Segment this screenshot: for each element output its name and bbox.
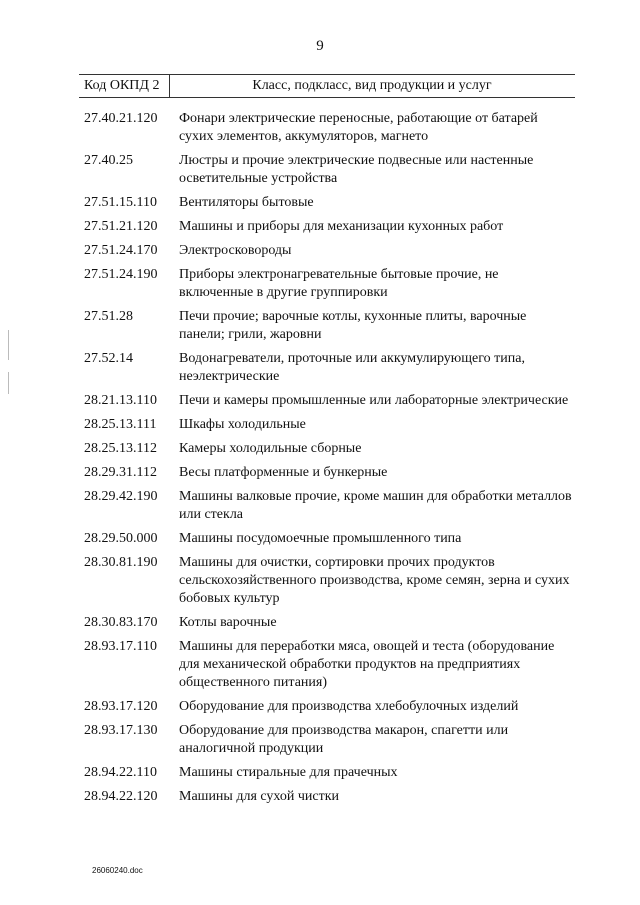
table-row <box>84 110 574 146</box>
row-description: Оборудование для производства хлебобулочных изделий <box>179 699 519 714</box>
row-code: 28.94.22.120 <box>84 789 158 804</box>
document-filename: 26060240.doc <box>92 866 143 875</box>
row-description: Люстры и прочие электрические подвесные или настенные осветительные устройства <box>179 153 534 186</box>
row-code: 27.51.28 <box>84 309 133 324</box>
row-description: Шкафы холодильные <box>179 417 306 432</box>
header-description-label: Класс, подкласс, вид продукции и услуг <box>252 78 492 93</box>
row-description: Электросковороды <box>179 243 292 258</box>
row-code: 27.51.15.110 <box>84 195 157 210</box>
table-row <box>84 152 574 188</box>
row-code: 27.40.21.120 <box>84 111 158 126</box>
table-row <box>84 488 574 524</box>
row-code: 28.29.50.000 <box>84 531 158 546</box>
row-description: Машины для сухой чистки <box>179 789 340 804</box>
scan-margin-mark <box>8 372 9 394</box>
header-code-label: Код ОКПД 2 <box>84 78 160 93</box>
table-row <box>84 242 574 260</box>
row-description: Вентиляторы бытовые <box>179 195 314 210</box>
table-row <box>84 308 574 344</box>
row-description: Камеры холодильные сборные <box>179 441 362 456</box>
table-row <box>84 722 574 758</box>
table-row <box>84 266 574 302</box>
row-description: Оборудование для производства макарон, спагетти или аналогичной продукции <box>179 723 509 756</box>
table-row <box>84 194 574 212</box>
row-code: 27.51.24.170 <box>84 243 158 258</box>
row-description: Приборы электронагревательные бытовые прочие, не включенные в другие группировки <box>179 267 499 300</box>
row-code: 28.29.31.112 <box>84 465 157 480</box>
table-header <box>79 74 575 98</box>
row-code: 28.30.83.170 <box>84 615 158 630</box>
row-code: 28.30.81.190 <box>84 555 158 570</box>
row-code: 28.29.42.190 <box>84 489 158 504</box>
row-code: 28.93.17.120 <box>84 699 158 714</box>
row-description: Печи и камеры промышленные или лабораторные электрические <box>179 393 569 408</box>
table-row <box>84 638 574 692</box>
row-code: 27.40.25 <box>84 153 133 168</box>
row-code: 28.93.17.130 <box>84 723 158 738</box>
row-description: Машины для переработки мяса, овощей и теста (оборудование для механической обработки продуктов на предприятиях общественного питания) <box>179 639 555 690</box>
table-row <box>84 392 574 410</box>
row-description: Машины для очистки, сортировки прочих продуктов сельскохозяйственного производства, кроме семян, зерна и сухих бобовых культур <box>179 555 570 606</box>
product-code-list <box>84 110 574 812</box>
table-row <box>84 530 574 548</box>
row-description: Печи прочие; варочные котлы, кухонные плиты, варочные панели; грили, жаровни <box>179 309 527 342</box>
scan-margin-mark <box>8 330 9 360</box>
row-description: Машины посудомоечные промышленного типа <box>179 531 462 546</box>
row-code: 28.93.17.110 <box>84 639 157 654</box>
table-row <box>84 416 574 434</box>
page-number: 9 <box>316 38 324 54</box>
row-description: Весы платформенные и бункерные <box>179 465 388 480</box>
row-description: Водонагреватели, проточные или аккумулирующего типа, неэлектрические <box>179 351 525 384</box>
row-code: 27.51.21.120 <box>84 219 158 234</box>
table-row <box>84 218 574 236</box>
table-row <box>84 464 574 482</box>
row-code: 28.21.13.110 <box>84 393 157 408</box>
row-code: 27.51.24.190 <box>84 267 158 282</box>
row-code: 27.52.14 <box>84 351 133 366</box>
table-row <box>84 764 574 782</box>
row-description: Машины стиральные для прачечных <box>179 765 398 780</box>
table-row <box>84 698 574 716</box>
row-description: Машины и приборы для механизации кухонных работ <box>179 219 504 234</box>
table-row <box>84 614 574 632</box>
row-code: 28.25.13.112 <box>84 441 157 456</box>
row-code: 28.25.13.111 <box>84 417 157 432</box>
table-row <box>84 554 574 608</box>
row-description: Машины валковые прочие, кроме машин для обработки металлов или стекла <box>179 489 572 522</box>
table-row <box>84 350 574 386</box>
row-description: Котлы варочные <box>179 615 277 630</box>
table-row <box>84 788 574 806</box>
row-code: 28.94.22.110 <box>84 765 157 780</box>
row-description: Фонари электрические переносные, работающие от батарей сухих элементов, аккумуляторов, магнето <box>179 111 538 144</box>
table-row <box>84 440 574 458</box>
